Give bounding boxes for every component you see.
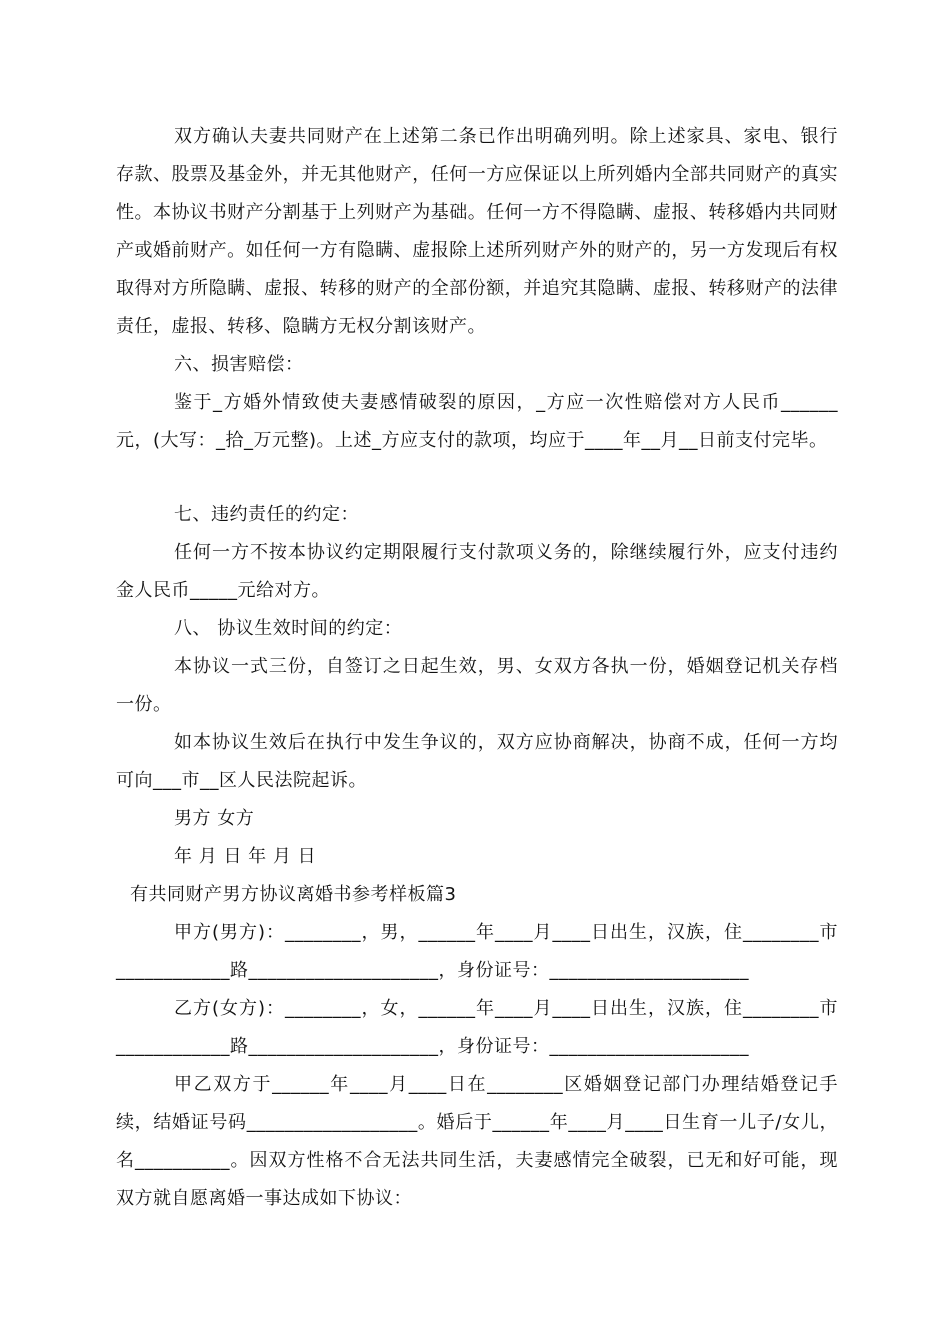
- blank-gap: [116, 460, 838, 496]
- section-title: 有共同财产男方协议离婚书参考样板篇3: [130, 884, 457, 905]
- paragraph-property-confirmation: 双方确认夫妻共同财产在上述第二条已作出明确列明。除上述家具、家电、银行存款、股票及基金外，并无其他财产，任何一方应保证以上所列婚内全部共同财产的真实性。本协议书财产分割基于上列财产为基础。任何一方不得隐瞒、虚报、转移婚内共同财产或婚前财产。如任何一方有隐瞒、虚报除上述所列财产外的财产的，另一方发现后有权取得对方所隐瞒、虚报、转移的财产的全部份额，并追究其隐瞒、虚报、转移财产的法律责任，虚报、转移、隐瞒方无权分割该财产。: [116, 126, 838, 337]
- signature-dates: 年 月 日 年 月 日: [174, 846, 317, 867]
- party-a-info: 甲方(男方)：________，男，______年____月____日出生，汉族，住________市____________路____________________，身份证号：_____________________: [116, 922, 838, 981]
- party-b-info: 乙方(女方)：________，女，______年____月____日出生，汉族，住________市____________路____________________，身份证号：_____________________: [116, 998, 838, 1057]
- signature-parties: 男方 女方: [174, 808, 255, 829]
- paragraph-damages: 鉴于_方婚外情致使夫妻感情破裂的原因，_方应一次性赔偿对方人民币______元，(大写：_拾_万元整)。上述_方应支付的款项，均应于____年__月__日前支付完毕。: [116, 392, 838, 451]
- heading-breach: 七、违约责任的约定：: [174, 504, 359, 525]
- heading-effective-time: 八、 协议生效时间的约定：: [174, 618, 403, 639]
- paragraph-disputes: 如本协议生效后在执行中发生争议的，双方应协商解决，协商不成，任何一方均可向___市__区人民法院起诉。: [116, 732, 838, 791]
- paragraph-breach: 任何一方不按本协议约定期限履行支付款项义务的，除继续履行外，应支付违约金人民币_____元给对方。: [116, 542, 838, 601]
- paragraph-copies: 本协议一式三份，自签订之日起生效，男、女双方各执一份，婚姻登记机关存档一份。: [116, 656, 838, 715]
- document-body: [116, 118, 838, 1218]
- paragraph-marriage-registration: 甲乙双方于______年____月____日在________区婚姻登记部门办理结婚登记手续，结婚证号码__________________。婚后于______年____月____日生育一儿子/女儿，名__________。因双方性格不合无法共同生活，夫妻感情完全破裂，已无和好可能，现双方就自愿离婚一事达成如下协议：: [116, 1074, 838, 1209]
- heading-damages: 六、损害赔偿：: [174, 354, 304, 375]
